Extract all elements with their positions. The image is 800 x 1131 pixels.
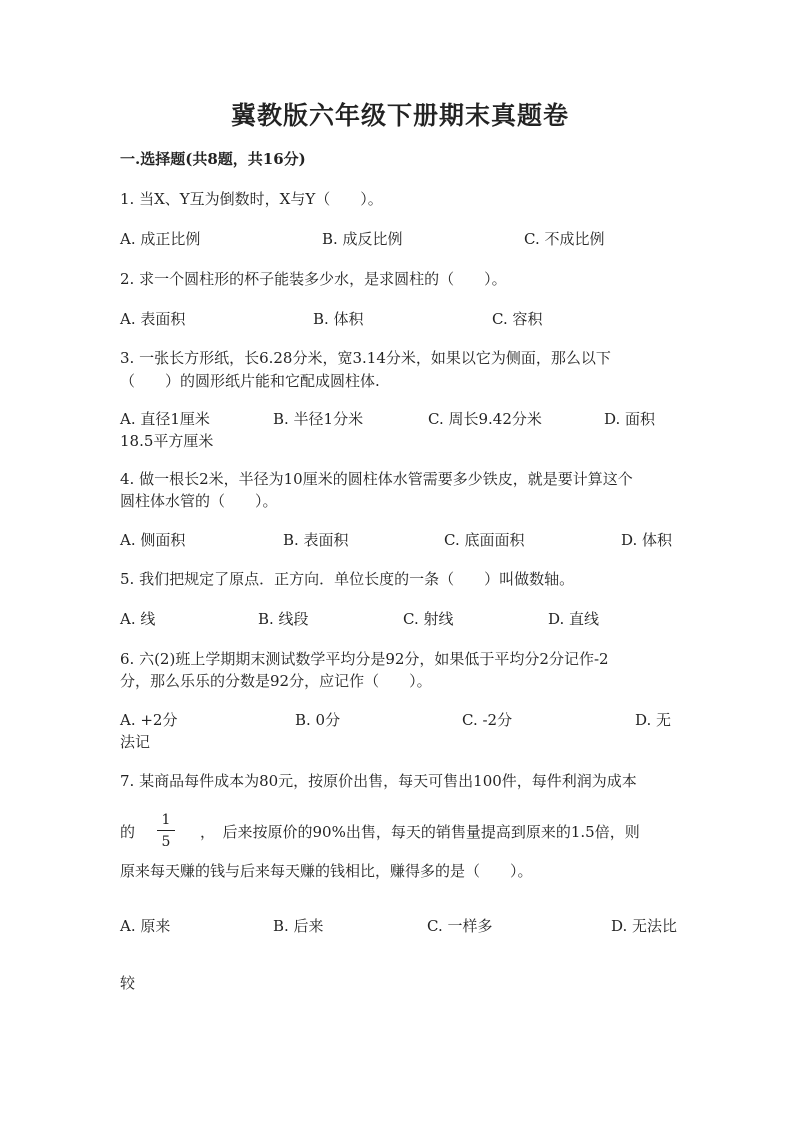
page-title: 冀教版六年级下册期末真题卷 [230,101,569,130]
q7-option-a: A. 原来 [120,917,171,935]
q3-option-d: D. 面积 [604,410,656,428]
q3-option-b: B. 半径1分米 [273,410,364,428]
section-heading: 一.选择题(共8题，共16分) [120,150,306,168]
question-7-text-line3: 原来每天赚的钱与后来每天赚的钱相比，赚得多的是（ ）。 [120,862,533,880]
q4-option-b: B. 表面积 [283,531,349,549]
q7-option-b: B. 后来 [273,917,324,935]
q4-option-a: A. 侧面积 [120,531,186,549]
q6-option-a: A. +2分 [120,711,178,729]
q2-option-c: C. 容积 [492,310,543,328]
question-7-text-line2: ， 后来按原价的90%出售，每天的销售量提高到原来的1.5倍，则 [200,823,640,841]
question-7-text-line1: 7. 某商品每件成本为80元，按原价出售，每天可售出100件，每件利润为成本 [120,772,637,790]
q1-option-a: A. 成正比例 [120,230,201,248]
q3-option-c: C. 周长9.42分米 [428,410,542,428]
q5-option-a: A. 线 [120,610,156,628]
question-5-text: 5. 我们把规定了原点．正方向．单位长度的一条（ ）叫做数轴。 [120,570,575,588]
q3-option-a: A. 直径1厘米 [120,410,210,428]
q2-option-a: A. 表面积 [120,310,186,328]
question-4-text-line1: 4. 做一根长2米，半径为10厘米的圆柱体水管需要多少铁皮，就是要计算这个 [120,470,633,488]
fraction-numerator: 1 [161,812,171,828]
q5-option-c: C. 射线 [403,610,454,628]
q7-option-c: C. 一样多 [427,917,493,935]
q3-option-d-wrap: 18.5平方厘米 [120,432,214,450]
q5-option-d: D. 直线 [548,610,600,628]
q7-option-d-wrap: 较 [120,974,136,992]
question-2-text: 2. 求一个圆柱形的杯子能装多少水，是求圆柱的（ ）。 [120,270,507,288]
q2-option-b: B. 体积 [313,310,364,328]
q6-option-d: D. 无 [635,711,672,729]
q4-option-d: D. 体积 [621,531,673,549]
question-7-text-prefix: 的 [120,823,136,841]
q6-option-b: B. 0分 [295,711,341,729]
question-6-text-line1: 6. 六(2)班上学期期末测试数学平均分是92分，如果低于平均分2分记作-2 [120,650,609,668]
fraction-one-fifth [157,812,175,850]
question-3-text-line2: （ ）的圆形纸片能和它配成圆柱体. [120,372,380,390]
q6-option-c: C. -2分 [462,711,513,729]
fraction-bar [157,830,175,831]
q7-option-d: D. 无法比 [611,917,678,935]
question-4-text-line2: 圆柱体水管的（ ）。 [120,492,278,510]
q1-option-c: C. 不成比例 [524,230,605,248]
q5-option-b: B. 线段 [258,610,309,628]
q4-option-c: C. 底面面积 [444,531,525,549]
q6-option-d-wrap: 法记 [120,733,151,751]
question-6-text-line2: 分，那么乐乐的分数是92分，应记作（ ）。 [120,672,432,690]
question-3-text-line1: 3. 一张长方形纸，长6.28分米，宽3.14分米，如果以它为侧面，那么以下 [120,349,611,367]
question-1-text: 1. 当X、Y互为倒数时，X与Y（ ）。 [120,190,383,208]
q1-option-b: B. 成反比例 [322,230,403,248]
fraction-denominator: 5 [161,834,171,850]
